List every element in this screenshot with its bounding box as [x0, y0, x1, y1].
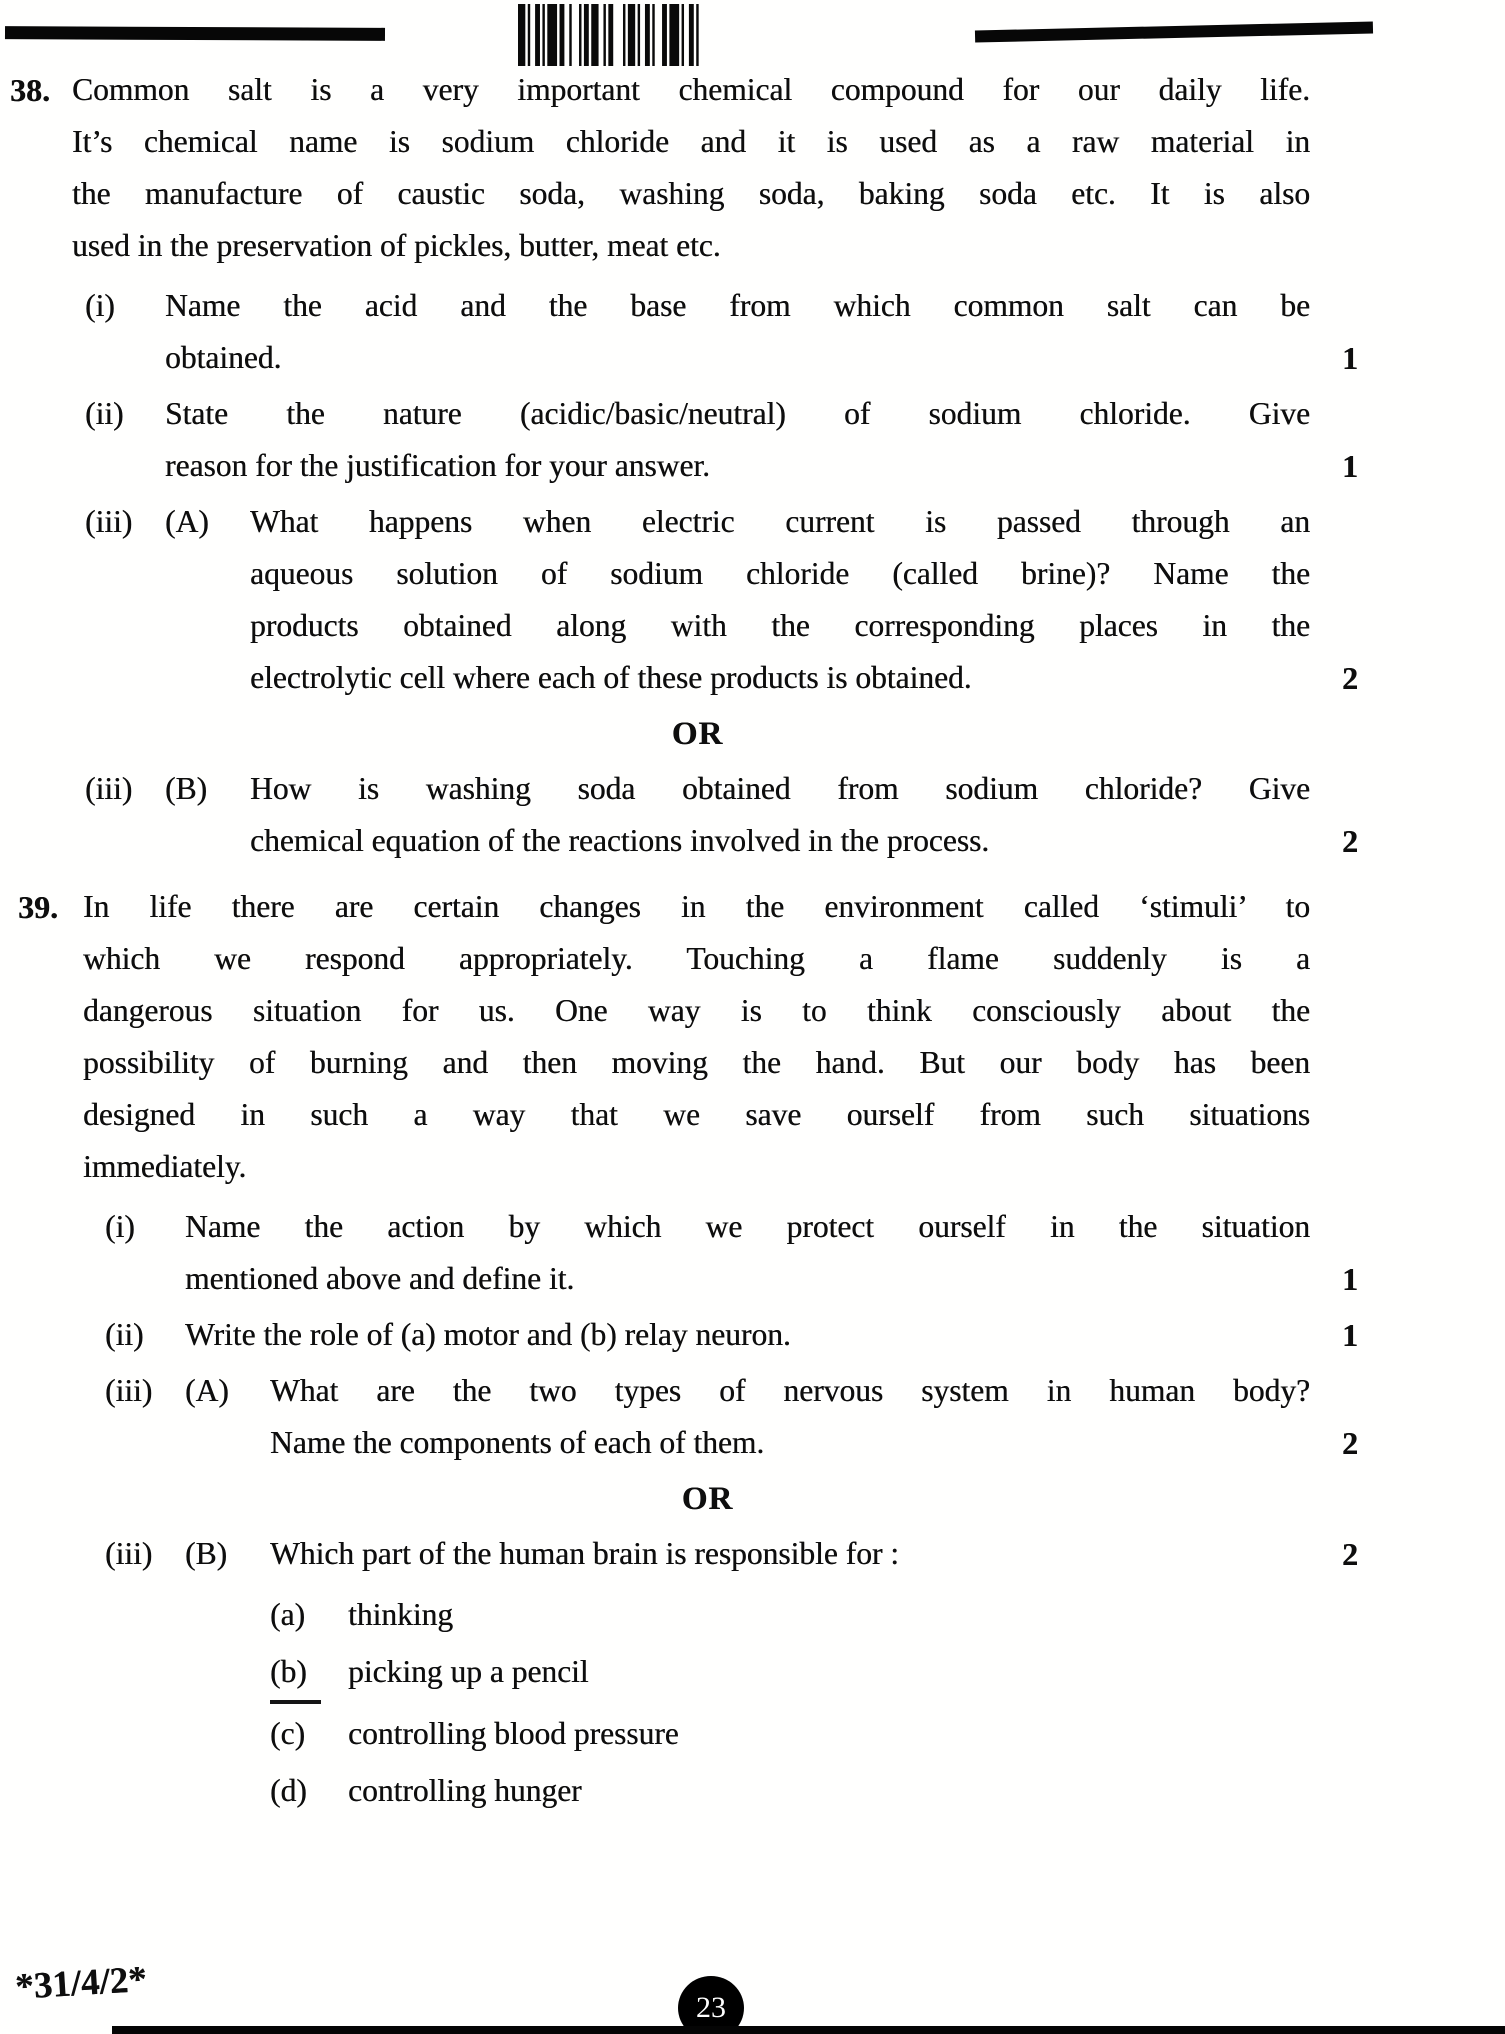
text-line: products obtained along with the corresponding places in the	[250, 608, 1310, 643]
text-line: which we respond appropriately. Touching a flame suddenly is a	[83, 941, 1310, 976]
part-body	[185, 1201, 1310, 1305]
part-body	[250, 496, 1310, 704]
part-label: (ii)	[105, 1317, 144, 1352]
option-text: thinking	[348, 1597, 454, 1632]
question	[0, 64, 1505, 867]
part-label: (iii)	[105, 1373, 153, 1408]
part-row	[105, 1309, 1505, 1361]
question-parts	[0, 1201, 1505, 1818]
option-text: controlling blood pressure	[348, 1716, 679, 1751]
top-right-corner-bar	[975, 21, 1373, 42]
part-sublabel: (A)	[185, 1373, 229, 1408]
part-row	[105, 1528, 1505, 1818]
part-text	[270, 1365, 1310, 1469]
text-line: Name the acid and the base from which common salt can be	[165, 288, 1310, 323]
part-text	[185, 1201, 1310, 1305]
part-label: (iii)	[85, 771, 133, 806]
text-line: Name the action by which we protect ourself in the situation	[185, 1209, 1310, 1244]
marks-badge: 2	[1342, 1536, 1358, 1572]
part-body	[250, 763, 1310, 867]
part-row	[85, 763, 1505, 867]
text-line: chemical equation of the reactions involved in the process.	[250, 823, 990, 858]
text-line: obtained.	[165, 340, 282, 375]
top-left-corner-bar	[5, 26, 385, 41]
or-separator: OR	[671, 716, 724, 752]
text-line: the manufacture of caustic soda, washing soda, baking soda etc. It is also	[72, 176, 1310, 211]
part-text	[270, 1528, 1310, 1580]
text-line: What are the two types of nervous system in human body?	[270, 1373, 1310, 1408]
part-sublabel: (B)	[165, 771, 207, 806]
part-row	[85, 280, 1505, 384]
question-head	[0, 881, 1505, 1193]
part-body	[165, 388, 1310, 492]
part-text	[185, 1309, 1310, 1361]
text-line: What happens when electric current is passed through an	[250, 504, 1310, 539]
part-row	[85, 388, 1505, 492]
text-line: possibility of burning and then moving the hand. But our body has been	[83, 1045, 1310, 1080]
text-line: Write the role of (a) motor and (b) relay neuron.	[185, 1317, 791, 1352]
part-label: (i)	[105, 1209, 135, 1244]
part-text	[250, 496, 1310, 704]
text-line: State the nature (acidic/basic/neutral) of sodium chloride. Give	[165, 396, 1310, 431]
text-line: In life there are certain changes in the environment called ‘stimuli’ to	[83, 889, 1310, 924]
marks-badge: 2	[1342, 823, 1358, 859]
part-row	[105, 1365, 1505, 1469]
part-text	[165, 280, 1310, 384]
text-line: It’s chemical name is sodium chloride and it is used as a raw material in	[72, 124, 1310, 159]
part-label: (iii)	[85, 504, 133, 539]
question-intro	[72, 64, 1310, 272]
bottom-edge-bar	[112, 2026, 1505, 2034]
part-label: (iii)	[105, 1536, 153, 1571]
text-line: Which part of the human brain is responsible for :	[270, 1536, 899, 1571]
marks-badge: 1	[1342, 448, 1358, 484]
option-text: controlling hunger	[348, 1773, 582, 1808]
text-line: Name the components of each of them.	[270, 1425, 765, 1460]
part-body	[270, 1365, 1310, 1469]
option-text: picking up a pencil	[348, 1654, 589, 1689]
paper-code: *31/4/2*	[14, 1958, 148, 2008]
option-label-text: (a)	[270, 1597, 305, 1632]
option-label	[270, 1764, 348, 1818]
part-label: (i)	[85, 288, 115, 323]
text-line: used in the preservation of pickles, butter, meat etc.	[72, 228, 721, 263]
option-label	[270, 1707, 348, 1761]
text-line: electrolytic cell where each of these products is obtained.	[250, 660, 972, 695]
part-text	[250, 763, 1310, 867]
question-parts	[0, 280, 1505, 867]
barcode-icon	[518, 4, 706, 66]
text-line: immediately.	[83, 1149, 247, 1184]
or-separator: OR	[681, 1481, 734, 1517]
marks-badge: 1	[1342, 1261, 1358, 1297]
part-body	[270, 1528, 1310, 1818]
part-label: (ii)	[85, 396, 124, 431]
option-row	[270, 1707, 1310, 1761]
part-row	[105, 1201, 1505, 1305]
part-body	[185, 1309, 1310, 1361]
text-line: mentioned above and define it.	[185, 1261, 575, 1296]
option-row	[270, 1588, 1310, 1642]
question-number: 39.	[18, 889, 58, 925]
option-label-text: (c)	[270, 1716, 305, 1751]
part-text	[165, 388, 1310, 492]
part-sublabel: (A)	[165, 504, 209, 539]
text-line: Common salt is a very important chemical compound for our daily life.	[72, 72, 1310, 107]
text-line: reason for the justification for your answer.	[165, 448, 710, 483]
option-label-text: (b)	[270, 1645, 321, 1704]
text-line: aqueous solution of sodium chloride (called brine)? Name the	[250, 556, 1310, 591]
option-label	[270, 1645, 348, 1704]
part-body	[165, 280, 1310, 384]
questions-area	[0, 64, 1505, 1832]
option-row	[270, 1764, 1310, 1818]
options-list	[270, 1588, 1310, 1818]
question-head	[0, 64, 1505, 272]
question	[0, 881, 1505, 1818]
part-sublabel: (B)	[185, 1536, 227, 1571]
text-line: dangerous situation for us. One way is to think consciously about the	[83, 993, 1310, 1028]
text-line: How is washing soda obtained from sodium chloride? Give	[250, 771, 1310, 806]
marks-badge: 2	[1342, 660, 1358, 696]
part-row	[85, 496, 1505, 704]
marks-badge: 1	[1342, 340, 1358, 376]
marks-badge: 1	[1342, 1317, 1358, 1353]
option-label-text: (d)	[270, 1773, 307, 1808]
question-number: 38.	[10, 72, 50, 108]
option-label	[270, 1588, 348, 1642]
option-row	[270, 1645, 1310, 1704]
question-intro	[83, 881, 1310, 1193]
page-number: 23	[696, 1991, 726, 2024]
marks-badge: 2	[1342, 1425, 1358, 1461]
text-line: designed in such a way that we save ourself from such situations	[83, 1097, 1310, 1132]
